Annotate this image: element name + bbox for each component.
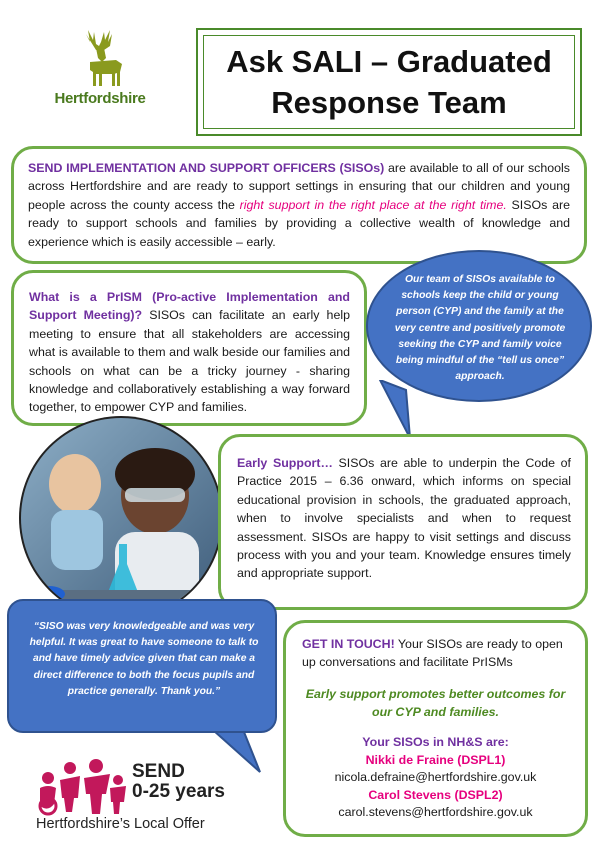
prism-text: SISOs can facilitate an early help meeting to ensure that all stakeholders are accessing what is available to them and walk beside our families and schools on what can be a tricky journey - sharing knowledge and collaboratively establishing a way forward together, to empower CYP and families. — [29, 308, 350, 415]
contact-email-2[interactable]: carol.stevens@hertfordshire.gov.uk — [338, 805, 533, 820]
intro-text-2: SISOs are ready to support schools and families by providing a collective wealth of knowledge and experience which is easily accessible – early. — [28, 197, 570, 249]
quote-text: “SISO was very knowledgeable and was very helpful. It was great to have someone to talk to and have timely advice given that can make a direct difference to both the focus pupils and practice generally. Thank you.” — [29, 621, 259, 697]
hertfordshire-logo — [46, 28, 154, 114]
early-lead: Early Support… — [237, 456, 333, 470]
intro-lead: SEND IMPLEMENTATION AND SUPPORT OFFICERS (SISOs) — [28, 161, 385, 175]
contact-lead: GET IN TOUCH! — [302, 637, 395, 651]
stag-icon — [46, 28, 154, 90]
title-line-1: Ask SALI – Graduated — [226, 44, 552, 79]
send-tagline: Hertfordshire’s Local Offer — [36, 816, 205, 832]
contact-panel — [283, 620, 588, 837]
contact-list-title: Your SISOs in NH&S are: — [362, 735, 509, 749]
send-age-range: 0-25 years — [132, 781, 225, 802]
logo-wordmark: Hertfordshire — [54, 90, 146, 107]
quote-speech-bubble — [7, 599, 277, 733]
contact-list — [296, 734, 575, 822]
early-text-1: SISOs are able to underpin the Code of Practice 2015 – 6.36 onward, which informs on special educational provision in schools, the graduated approach, when to involve specialists and when to request assessment. — [237, 456, 571, 544]
page-title — [226, 41, 552, 123]
people-figures-icon — [34, 758, 130, 816]
early-text-2: SISOs are happy to visit settings and discuss process with you and your team. Knowledge ensures timely and appropriate support. — [237, 529, 572, 581]
contact-email-1[interactable]: nicola.defraine@hertfordshire.gov.uk — [334, 770, 537, 785]
title-box — [196, 28, 582, 136]
contact-text: Your SISOs are ready to open up conversations and facilitate PrISMs — [302, 637, 563, 669]
intro-panel — [11, 146, 587, 264]
early-support-panel — [218, 434, 588, 610]
title-line-2: Response Team — [271, 85, 507, 120]
prism-lead: What is a PrISM (Pro-active Implementation and Support Meeting)? — [29, 290, 350, 323]
team-bubble-text: Our team of SISOs available to schools keep the child or young person (CYP) and the family at the very centre and positively promote seeking the CYP and family voice being mindful of the “tell us once” approach. — [394, 274, 566, 383]
send-local-offer-logo — [34, 758, 254, 838]
contact-person-2: Carol Stevens (DSPL2) — [368, 787, 503, 802]
contact-intro — [296, 635, 575, 671]
contact-tagline: Early support promotes better outcomes for our CYP and families. — [305, 687, 566, 719]
children-science-photo — [15, 414, 227, 620]
intro-text-1: are available to all of our schools across Hertfordshire and are ready to support settings in ensuring that our children and young people across the county access the — [28, 161, 570, 212]
intro-highlight: right support in the right place at the right time. — [239, 197, 507, 212]
team-speech-bubble — [366, 250, 592, 402]
prism-panel — [11, 270, 367, 426]
send-title: SEND — [132, 761, 185, 782]
contact-person-1: Nikki de Fraine (DSPL1) — [365, 752, 506, 767]
